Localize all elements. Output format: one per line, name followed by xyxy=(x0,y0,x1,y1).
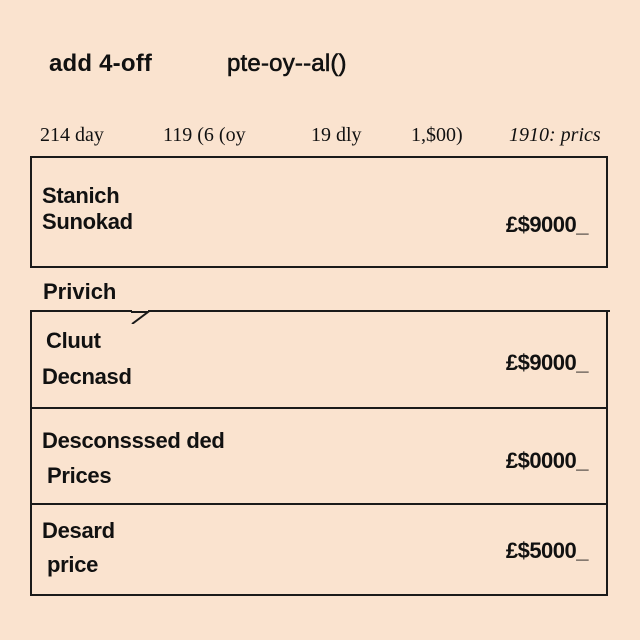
header-title-right: pte-oy--al() xyxy=(227,50,347,77)
row-3-label-line2: Prices xyxy=(47,463,112,488)
card-top-border-right xyxy=(148,310,610,312)
row-1-label-line2: Sunokad xyxy=(42,209,133,234)
row-2-price: £$9000_ xyxy=(505,350,588,375)
tab-notch-icon xyxy=(131,310,151,324)
row-1-label-line1: Stanich xyxy=(42,183,120,208)
row-2-label-line1: Cluut xyxy=(46,328,101,353)
row-4-price: £$5000_ xyxy=(505,538,588,563)
row-3-label-line1: Desconsssed ded xyxy=(42,428,225,453)
row-2-label-line2: Decnasd xyxy=(42,364,132,389)
row-divider xyxy=(30,503,608,505)
card-top-border-tab xyxy=(30,310,132,312)
row-divider xyxy=(30,407,608,409)
section-label: Privich xyxy=(43,279,117,304)
row-1-price: £$9000_ xyxy=(505,212,588,237)
column-header-4[interactable]: 1,$00) xyxy=(411,124,463,146)
row-3-price: £$0000_ xyxy=(505,448,588,473)
row-4-label-line1: Desard xyxy=(42,518,115,543)
column-header-prices[interactable]: 1910: prics xyxy=(509,124,601,146)
column-header-2[interactable]: 119 (6 (oy xyxy=(163,124,246,146)
header-title-left: add 4-off xyxy=(49,50,153,77)
column-header-day[interactable]: 214 day xyxy=(40,124,104,146)
column-header-3[interactable]: 19 dly xyxy=(311,124,362,146)
row-4-label-line2: price xyxy=(47,552,99,577)
